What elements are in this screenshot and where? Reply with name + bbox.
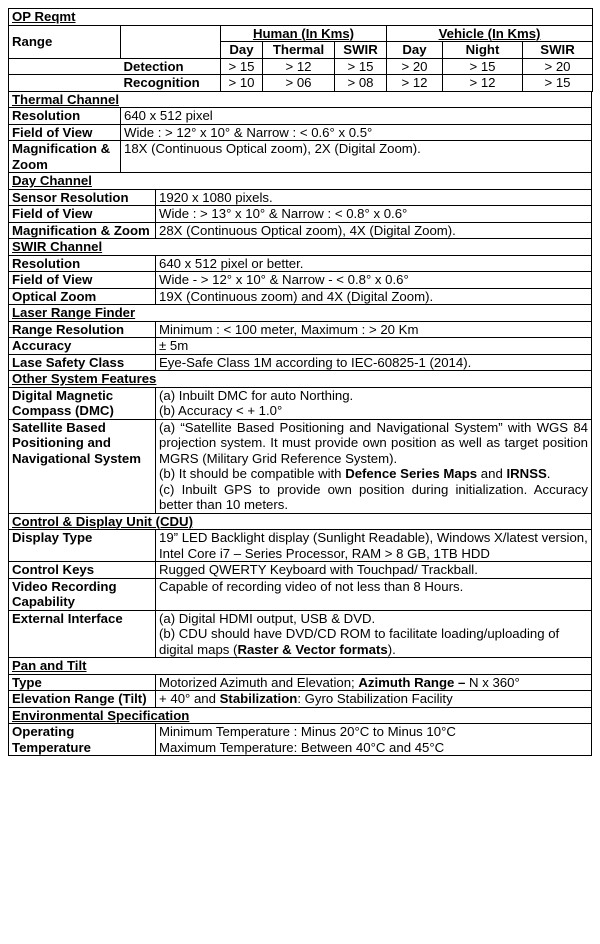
sat-item-b: (b) It should be compatible with Defence Series Maps and IRNSS. [159,466,551,481]
row-value: Wide - > 12° x 10° & Narrow - < 0.8° x 0.6° [156,272,592,289]
row-label: Field of View [9,206,156,223]
column-header: Day [221,42,263,59]
row-label: Operating Temperature [9,724,156,756]
temp-max: Maximum Temperature: Between 40°C and 45°C [159,739,445,755]
row-value: 1920 x 1080 pixels. [156,189,592,206]
section-title: Pan and Tilt [9,658,592,675]
row-value: Rugged QWERTY Keyboard with Touchpad/ Trackball. [156,562,592,579]
row-value: 19X (Continuous zoom) and 4X (Digital Zoom). [156,288,592,305]
row-label: Resolution [9,108,121,125]
range-label: Range [9,25,121,58]
row-label: Field of View [9,272,156,289]
row-label: Sensor Resolution [9,189,156,206]
section-op-reqmt [9,9,593,26]
row-label: Elevation Range (Tilt) [9,691,156,708]
row-value: Eye-Safe Class 1M according to IEC-60825-1 (2014). [156,354,592,371]
row-label: Satellite Based Positioning and Navigational System [9,419,156,513]
row-label: Display Type [9,530,156,562]
ext-item-a: (a) Digital HDMI output, USB & DVD. [159,610,376,626]
table-cell: > 08 [335,75,387,92]
environmental-table [8,707,592,757]
row-label: Optical Zoom [9,288,156,305]
row-value: 18X (Continuous Optical zoom), 2X (Digital Zoom). [121,141,592,173]
row-label: Range Resolution [9,321,156,338]
row-label: Video Recording Capability [9,578,156,610]
laser-range-finder-table [8,304,592,371]
specification-sheet [8,8,592,756]
row-label: Accuracy [9,338,156,355]
column-header: Day [387,42,443,59]
row-value: 19” LED Backlight display (Sunlight Readable), Windows X/latest version, Intel Core i7 – Series Processor, RAM > 8 GB, 1TB HDD [156,530,592,562]
sat-item-c: (c) Inbuilt GPS to provide own position during initialization. Accuracy better than 10 meters. [159,481,588,512]
dmc-item-a: (a) Inbuilt DMC for auto Northing. [159,387,354,403]
column-header: SWIR [335,42,387,59]
row-label: Type [9,674,156,691]
temp-min: Minimum Temperature : Minus 20°C to Minus 10°C [159,724,456,739]
dmc-item-b: (b) Accuracy < + 1.0° [159,403,283,418]
row-value [156,724,592,756]
row-value: Wide : > 13° x 10° & Narrow : < 0.8° x 0.6° [156,206,592,223]
section-title: Other System Features [9,371,592,388]
row-label: Control Keys [9,562,156,579]
row-label: Magnification & Zoom [9,141,121,173]
ext-item-b: (b) CDU should have DVD/CD ROM to facilitate loading/uploading of digital maps (Raster & Vector formats). [159,626,560,657]
section-title: Laser Range Finder [9,305,592,322]
row-value: + 40° and Stabilization: Gyro Stabilization Facility [156,691,592,708]
row-label: External Interface [9,610,156,658]
op-requirement-table [8,8,593,92]
row-value [156,387,592,419]
table-cell: > 12 [263,58,335,75]
blank-cell [121,25,221,58]
table-cell: > 12 [443,75,523,92]
vehicle-range-header: Vehicle (In Kms) [387,25,593,42]
table-cell: > 12 [387,75,443,92]
table-row [9,58,593,75]
column-header: SWIR [523,42,593,59]
section-title: OP Reqmt [9,9,593,26]
row-label: Magnification & Zoom [9,222,156,239]
swir-channel-table [8,238,592,305]
thermal-channel-table [8,91,592,174]
row-value: 640 x 512 pixel [121,108,592,125]
table-cell: > 15 [443,58,523,75]
column-header: Night [443,42,523,59]
table-cell: > 15 [221,58,263,75]
row-label: Detection [121,58,221,75]
table-cell: > 20 [523,58,593,75]
cdu-table [8,513,592,659]
row-value [156,419,592,513]
row-label: Recognition [121,75,221,92]
section-title: Environmental Specification [9,707,592,724]
table-cell: > 06 [263,75,335,92]
row-value: Motorized Azimuth and Elevation; Azimuth Range – N x 360° [156,674,592,691]
section-title: Thermal Channel [9,91,592,108]
row-value [156,610,592,658]
row-label: Lase Safety Class [9,354,156,371]
table-row [9,75,593,92]
table-cell: > 10 [221,75,263,92]
row-value: Minimum : < 100 meter, Maximum : > 20 Km [156,321,592,338]
row-value: Capable of recording video of not less than 8 Hours. [156,578,592,610]
row-value: ± 5m [156,338,592,355]
pan-tilt-table [8,657,592,708]
table-cell: > 15 [335,58,387,75]
section-title: SWIR Channel [9,239,592,256]
row-value: Wide : > 12° x 10° & Narrow : < 0.6° x 0.5° [121,124,592,141]
human-range-header: Human (In Kms) [221,25,387,42]
day-channel-table [8,172,592,239]
row-label: Resolution [9,255,156,272]
section-title: Control & Display Unit (CDU) [9,513,592,530]
row-label: Digital Magnetic Compass (DMC) [9,387,156,419]
table-cell: > 15 [523,75,593,92]
section-title: Day Channel [9,173,592,190]
row-label: Field of View [9,124,121,141]
table-cell: > 20 [387,58,443,75]
row-value: 28X (Continuous Optical zoom), 4X (Digital Zoom). [156,222,592,239]
other-features-table [8,370,592,514]
column-header: Thermal [263,42,335,59]
row-value: 640 x 512 pixel or better. [156,255,592,272]
sat-item-a: (a) “Satellite Based Positioning and Navigational System” with WGS 84 projection system. It must provide own position as well as target position MGRS (Military Grid Reference System). [159,419,588,466]
